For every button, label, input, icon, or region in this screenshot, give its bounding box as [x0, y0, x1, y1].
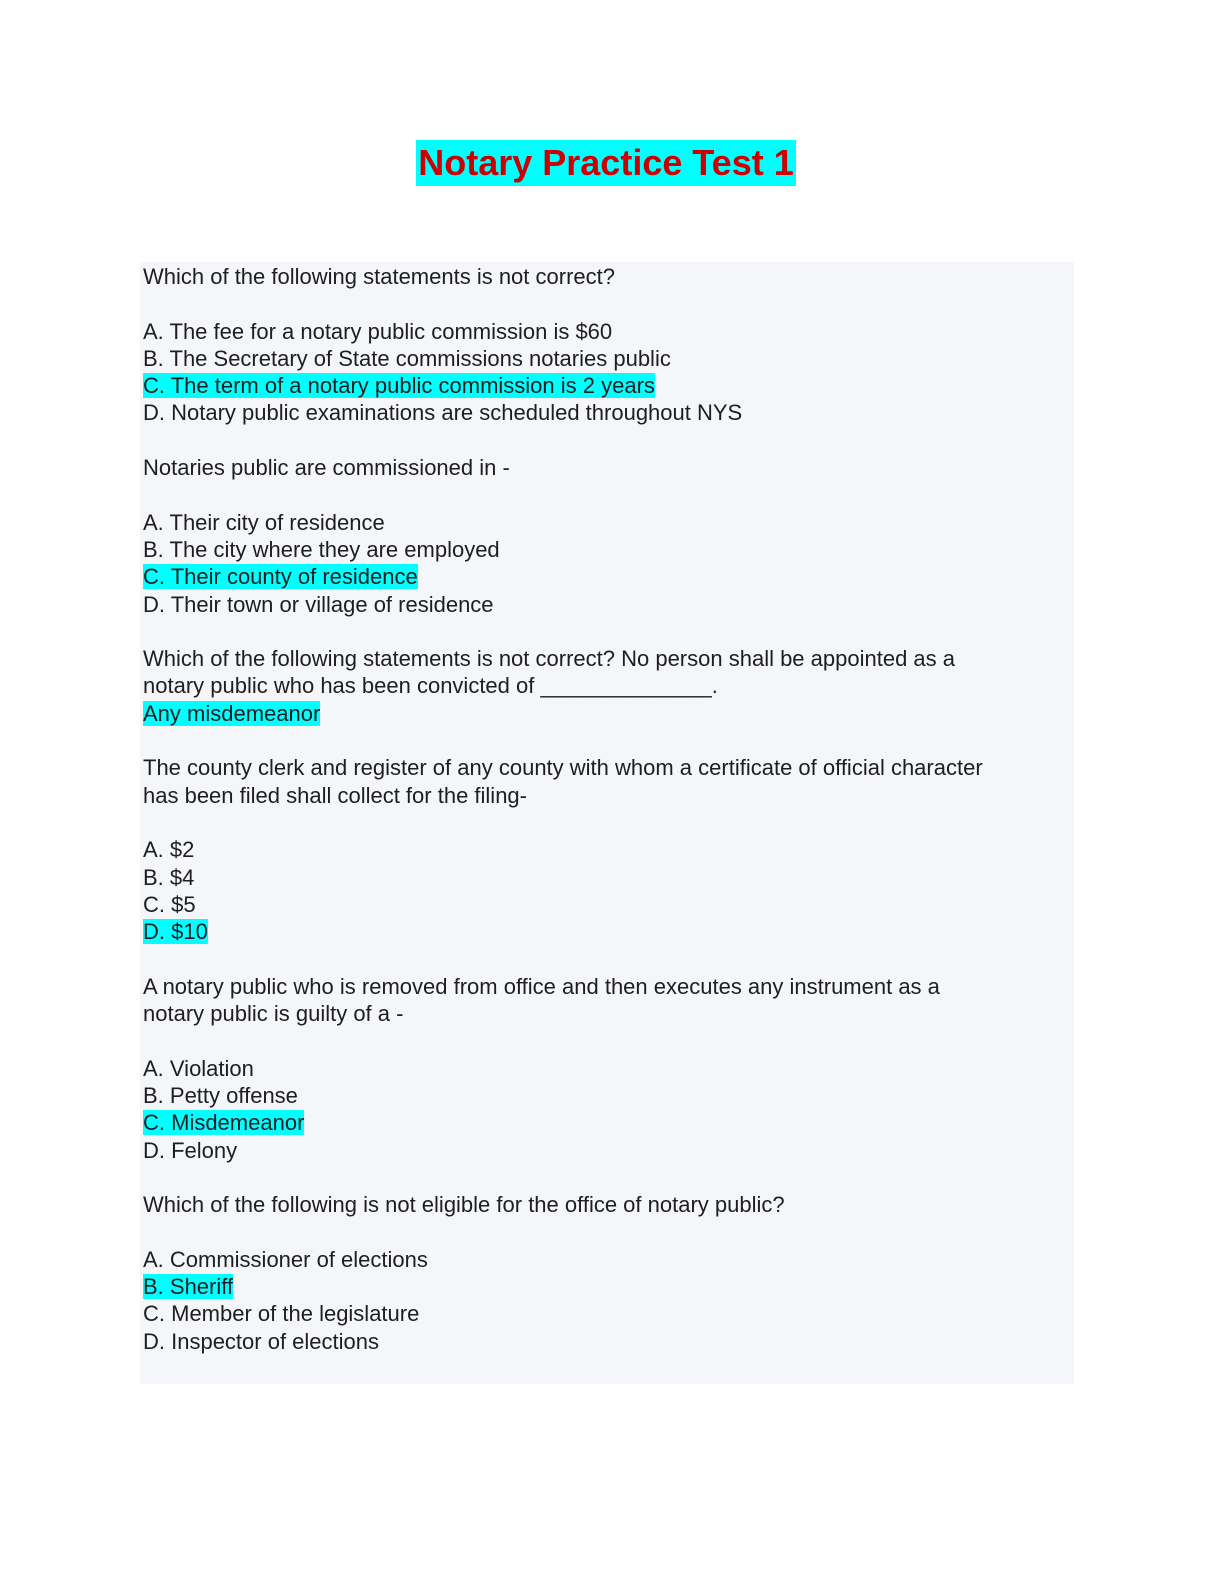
answer-option — [143, 591, 1063, 618]
spacer-line — [143, 809, 1063, 836]
option-text: D. Inspector of elections — [143, 1328, 380, 1354]
question-prompt-line: Which of the following is not eligible for the office of notary public? — [143, 1192, 785, 1218]
question-prompt-line: notary public who has been convicted of ______________. — [143, 673, 718, 699]
option-text: A. Commissioner of elections — [143, 1246, 428, 1272]
answer-option — [143, 536, 1063, 563]
highlighted-answer: C. Misdemeanor — [143, 1110, 305, 1136]
answer-option — [143, 1300, 1063, 1327]
answer-option — [143, 864, 1063, 891]
option-text: A. Violation — [143, 1055, 254, 1081]
spacer-line — [143, 290, 1063, 317]
option-text: B. $4 — [143, 864, 195, 890]
answer-option — [143, 372, 1063, 399]
answer-option — [143, 318, 1063, 345]
answer-option — [143, 1137, 1063, 1164]
answer-option — [143, 563, 1063, 590]
spacer-line — [143, 481, 1063, 508]
title-wrapper — [0, 140, 1224, 186]
answer-option — [143, 399, 1063, 426]
spacer-line — [143, 727, 1063, 754]
option-text: A. $2 — [143, 837, 195, 863]
answer-option — [143, 836, 1063, 863]
question-prompt-line: The county clerk and register of any county with whom a certificate of official character — [143, 755, 983, 781]
answer-option — [143, 1328, 1063, 1355]
answer-option — [143, 345, 1063, 372]
highlighted-answer: C. Their county of residence — [143, 564, 418, 590]
spacer-line — [143, 1164, 1063, 1191]
answer-option — [143, 1273, 1063, 1300]
answer-option — [143, 509, 1063, 536]
highlighted-answer: C. The term of a notary public commission is 2 years — [143, 373, 655, 399]
option-text: B. The Secretary of State commissions notaries public — [143, 345, 671, 371]
highlighted-answer: Any misdemeanor — [143, 700, 321, 726]
answer-line — [143, 700, 1063, 727]
option-text: B. The city where they are employed — [143, 536, 500, 562]
question-prompt-line: has been filed shall collect for the filing- — [143, 782, 527, 808]
option-text: D. Felony — [143, 1137, 238, 1163]
option-text: C. $5 — [143, 891, 196, 917]
option-text: D. Their town or village of residence — [143, 591, 494, 617]
option-text: C. Member of the legislature — [143, 1301, 420, 1327]
question-prompt-line: Which of the following statements is not correct? No person shall be appointed as a — [143, 646, 956, 672]
highlighted-answer: B. Sheriff — [143, 1273, 234, 1299]
spacer-line — [143, 945, 1063, 972]
answer-option — [143, 918, 1063, 945]
answer-option — [143, 1082, 1063, 1109]
question-prompt-line: A notary public who is removed from office and then executes any instrument as a — [143, 973, 940, 999]
option-text: A. The fee for a notary public commission is $60 — [143, 318, 613, 344]
question-prompt-line: Which of the following statements is not correct? — [143, 264, 615, 289]
page-title: Notary Practice Test 1 — [416, 140, 796, 186]
answer-option — [143, 1109, 1063, 1136]
option-text: D. Notary public examinations are scheduled throughout NYS — [143, 400, 743, 426]
question-prompt-line: notary public is guilty of a - — [143, 1001, 404, 1027]
question-prompt-line: Notaries public are commissioned in - — [143, 455, 510, 481]
highlighted-answer: D. $10 — [143, 919, 208, 945]
spacer-line — [143, 1218, 1063, 1245]
option-text: B. Petty offense — [143, 1082, 298, 1108]
spacer-line — [143, 427, 1063, 454]
spacer-line — [143, 1027, 1063, 1054]
option-text: A. Their city of residence — [143, 509, 385, 535]
spacer-line — [143, 618, 1063, 645]
answer-option — [143, 891, 1063, 918]
answer-option — [143, 1246, 1063, 1273]
answer-option — [143, 1055, 1063, 1082]
question-list — [143, 263, 1063, 1355]
